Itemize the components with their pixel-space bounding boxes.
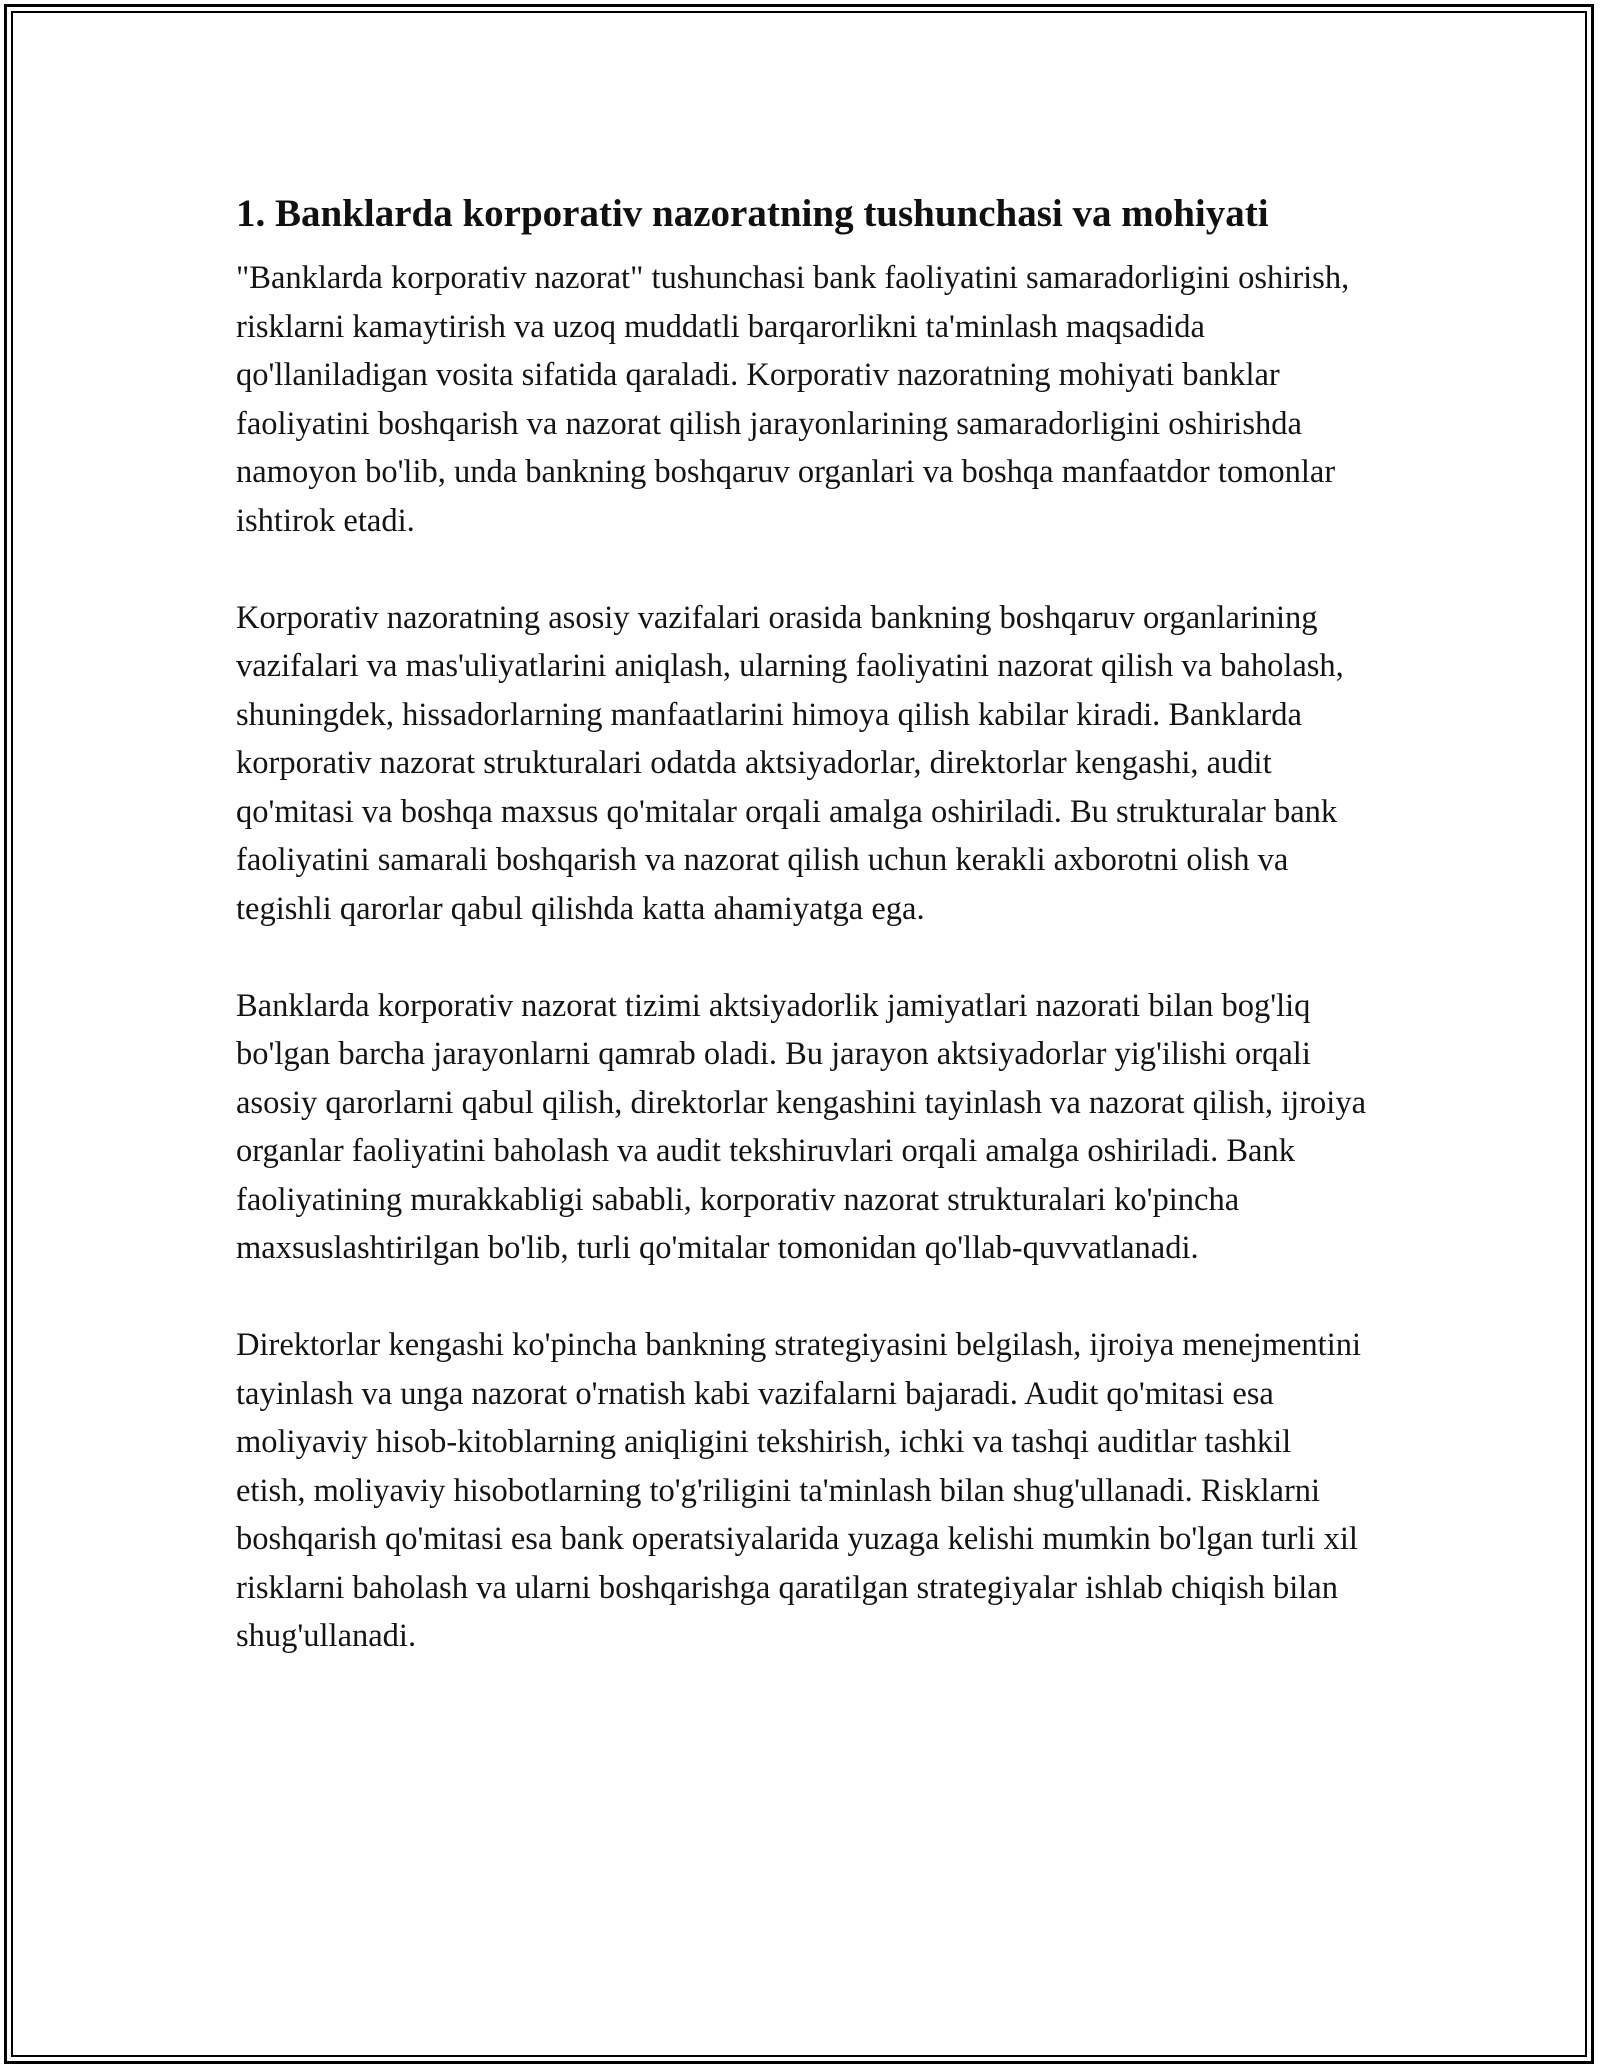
document-body <box>236 186 1366 1661</box>
paragraph-4: Direktorlar kengashi ko'pincha bankning strategiyasini belgilash, ijroiya menejmentini tayinlash va unga nazorat o'rnatish kabi vazifalarni bajaradi. Audit qo'mitasi esa moliyaviy hisob-kitoblarning aniqligini tekshirish, ichki va tashqi auditlar tashkil etish, moliyaviy hisobotlarning to'g'riligini ta'minlash bilan shug'ullanadi. Risklarni boshqarish qo'mitasi esa bank operatsiyalarida yuzaga kelishi mumkin bo'lgan turli xil risklarni baholash va ularni boshqarishga qaratilgan strategiyalar ishlab chiqish bilan shug'ullanadi. <box>236 1327 1362 1654</box>
paragraph-2: Korporativ nazoratning asosiy vazifalari orasida bankning boshqaruv organlarining vazifalari va mas'uliyatlarini aniqlash, ularning faoliyatini nazorat qilish va baholash, shuningdek, hissadorlarning manfaatlarini himoya qilish kabilar kiradi. Banklarda korporativ nazorat strukturalari odatda aktsiyadorlar, direktorlar kengashi, audit qo'mitasi va boshqa maxsus qo'mitalar orqali amalga oshiriladi. Bu strukturalar bank faoliyatini samarali boshqarish va nazorat qilish uchun kerakli axborotni olish va tegishli qarorlar qabul qilishda katta ahamiyatga ega. <box>236 599 1344 927</box>
paragraph-3: Banklarda korporativ nazorat tizimi aktsiyadorlik jamiyatlari nazorati bilan bog'liq bo'lgan barcha jarayonlarni qamrab oladi. Bu jarayon aktsiyadorlar yig'ilishi orqali asosiy qarorlarni qabul qilish, direktorlar kengashini tayinlash va nazorat qilish, ijroiya organlar faoliyatini baholash va audit tekshiruvlari orqali amalga oshiriladi. Bank faoliyatining murakkabligi sababli, korporativ nazorat strukturalari ko'pincha maxsuslashtirilgan bo'lib, turli qo'mitalar tomonidan qo'llab-quvvatlanadi. <box>236 987 1366 1266</box>
paragraph-1: "Banklarda korporativ nazorat" tushunchasi bank faoliyatini samaradorligini oshirish, risklarni kamaytirish va uzoq muddatli barqarorlikni ta'minlash maqsadida qo'llaniladigan vosita sifatida qaraladi. Korporativ nazoratning mohiyati banklar faoliyatini boshqarish va nazorat qilish jarayonlarining samaradorligini oshirishda namoyon bo'lib, unda bankning boshqaruv organlari va boshqa manfaatdor tomonlar ishtirok etadi. <box>236 260 1350 539</box>
section-heading: 1. Banklarda korporativ nazoratning tushunchasi va mohiyati <box>236 192 1269 235</box>
